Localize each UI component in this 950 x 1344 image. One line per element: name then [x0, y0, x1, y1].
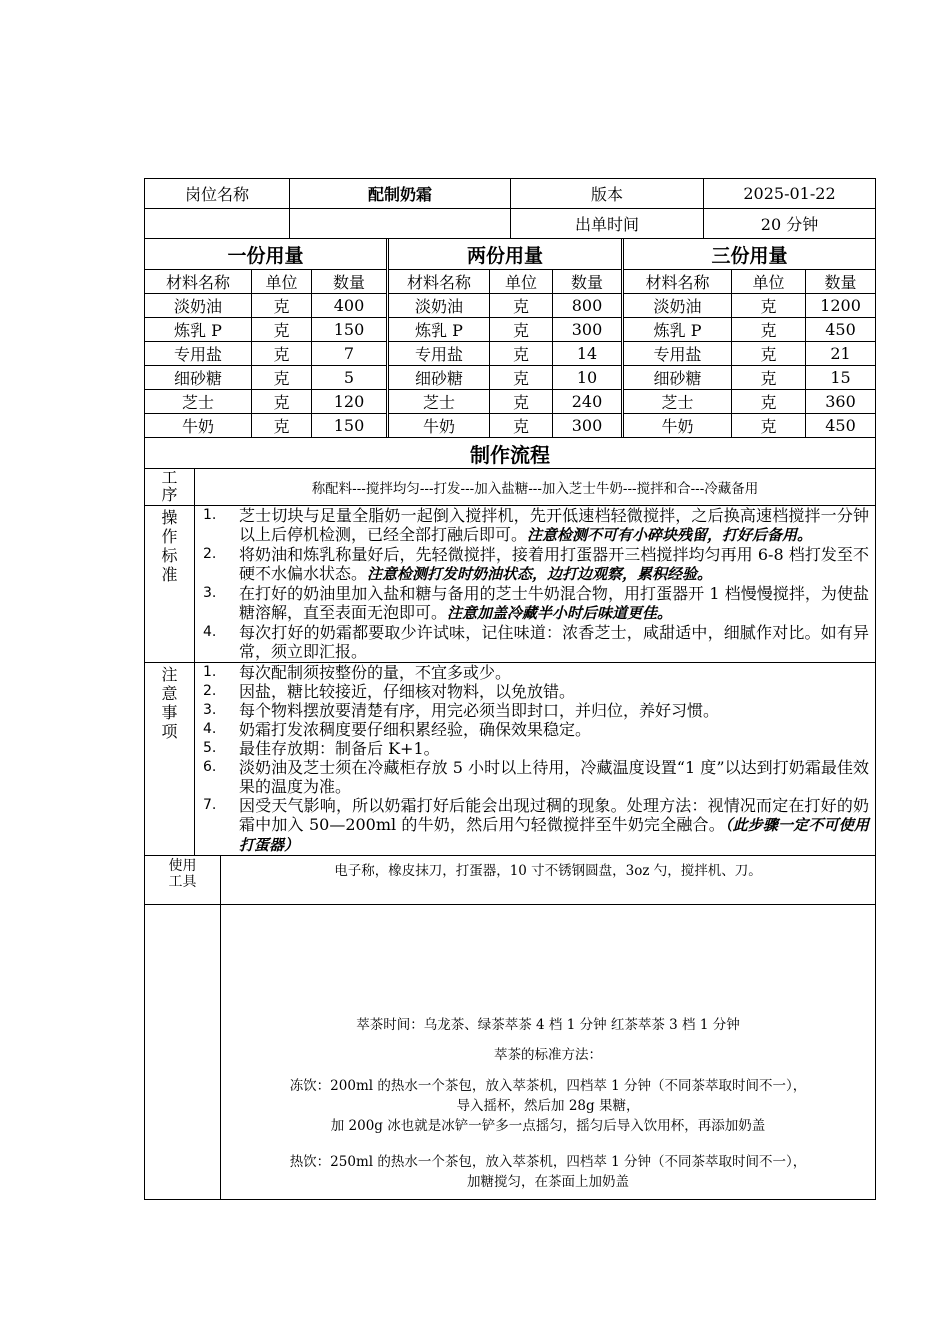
portion-3-heading: 三份用量 [623, 239, 876, 270]
list-item: 2. 将奶油和炼乳称量好后，先轻微搅拌，接着用打蛋器开三档搅拌均匀再用 6-8 档打发至不硬不水偏水状态。注意检测打发时奶油状态，边打边观察，累积经验。 [203, 545, 869, 583]
issue-time-label: 出单时间 [511, 209, 704, 239]
empty-cell [145, 209, 290, 239]
version-value: 2025-01-22 [704, 179, 876, 209]
material-qty: 300 [553, 414, 623, 438]
col-unit: 单位 [732, 270, 806, 294]
material-qty: 300 [553, 318, 623, 342]
table-row [145, 342, 876, 366]
table-row [145, 318, 876, 342]
material-name: 牛奶 [388, 414, 490, 438]
list-item: 1. 每次配制须按整份的量，不宜多或少。 [203, 663, 512, 682]
material-qty: 450 [806, 318, 876, 342]
version-label: 版本 [511, 179, 704, 209]
tea-line: 加 200g 冰也就是冰铲一铲多一点摇匀，摇匀后导入饮用杯，再添加奶盖 [330, 1118, 766, 1134]
material-qty: 240 [553, 390, 623, 414]
material-unit: 克 [490, 342, 553, 366]
list-item: 3. 在打好的奶油里加入盐和糖与备用的芝士牛奶混合物，用打蛋器开 1 档慢慢搅拌，为使盐糖溶解，直至表面无泡即可。注意加盖冷藏半小时后味道更佳。 [203, 584, 869, 622]
material-qty: 1200 [806, 294, 876, 318]
material-qty: 800 [553, 294, 623, 318]
list-item: 1. 芝士切块与足量全脂奶一起倒入搅拌机，先开低速档轻微搅拌，之后换高速档搅拌一分钟以上后停机检测，已经全部打融后即可。注意检测不可有小碎块残留，打好后备用。 [203, 506, 869, 544]
material-unit: 克 [490, 366, 553, 390]
list-item: 3. 每个物料摆放要清楚有序，用完必须当即封口，并归位，养好习惯。 [203, 701, 720, 720]
material-unit: 克 [490, 318, 553, 342]
material-unit: 克 [732, 294, 806, 318]
material-unit: 克 [252, 294, 312, 318]
material-unit: 克 [252, 342, 312, 366]
material-name: 专用盐 [623, 342, 732, 366]
issue-time-value: 20 分钟 [704, 209, 876, 239]
material-name: 芝士 [623, 390, 732, 414]
tea-line: 加糖搅匀，在茶面上加奶盖 [467, 1174, 629, 1190]
material-qty: 14 [553, 342, 623, 366]
material-qty: 450 [806, 414, 876, 438]
material-unit: 克 [490, 294, 553, 318]
material-unit: 克 [252, 414, 312, 438]
table-row [145, 366, 876, 390]
material-qty: 15 [806, 366, 876, 390]
col-material: 材料名称 [145, 270, 252, 294]
material-name: 专用盐 [145, 342, 252, 366]
material-name: 淡奶油 [623, 294, 732, 318]
material-unit: 克 [252, 390, 312, 414]
col-qty: 数量 [806, 270, 876, 294]
table-row [145, 414, 876, 438]
process-label: 工序 [145, 469, 195, 506]
list-item: 4. 奶霜打发浓稠度要仔细积累经验，确保效果稳定。 [203, 720, 592, 739]
material-name: 淡奶油 [388, 294, 490, 318]
material-name: 炼乳 P [623, 318, 732, 342]
empty-cell [145, 905, 221, 1200]
material-qty: 150 [312, 318, 388, 342]
material-unit: 克 [732, 318, 806, 342]
standard-label: 操作标准 [145, 506, 195, 663]
col-material: 材料名称 [388, 270, 490, 294]
material-name: 淡奶油 [145, 294, 252, 318]
list-item: 2. 因盐，糖比较接近，仔细核对物料，以免放错。 [203, 682, 576, 701]
material-qty: 150 [312, 414, 388, 438]
material-qty: 21 [806, 342, 876, 366]
tea-line: 萃茶时间：乌龙茶、绿茶萃茶 4 档 1 分钟 红茶萃茶 3 档 1 分钟 [356, 1017, 740, 1033]
tea-line: 热饮：250ml 的热水一个茶包，放入萃茶机，四档萃 1 分钟（不同茶萃取时间不一）， [289, 1154, 807, 1170]
list-item: 6. 淡奶油及芝士须在冷藏柜存放 5 小时以上待用，冷藏温度设置“1 度”以达到打奶霜最佳效果的温度为准。 [203, 758, 869, 796]
tea-line: 冻饮：200ml 的热水一个茶包，放入萃茶机，四档萃 1 分钟（不同茶萃取时间不一）， [289, 1078, 807, 1094]
material-unit: 克 [490, 390, 553, 414]
portion-1-heading: 一份用量 [145, 239, 388, 270]
material-name: 细砂糖 [145, 366, 252, 390]
material-name: 专用盐 [388, 342, 490, 366]
material-unit: 克 [732, 414, 806, 438]
flow-table [144, 437, 876, 1200]
material-unit: 克 [252, 318, 312, 342]
tea-line: 导入摇杯，然后加 28g 果糖， [456, 1098, 640, 1114]
material-unit: 克 [490, 414, 553, 438]
portion-2-heading: 两份用量 [388, 239, 623, 270]
material-unit: 克 [732, 342, 806, 366]
tools-text: 电子称，橡皮抹刀，打蛋器，10 寸不锈钢圆盘，3oz 勺，搅拌机、刀。 [221, 856, 876, 905]
notes-list [195, 663, 876, 856]
material-unit: 克 [252, 366, 312, 390]
material-name: 细砂糖 [388, 366, 490, 390]
list-item: 7. 因受天气影响，所以奶霜打好后能会出现过稠的现象。处理方法：视情况而定在打好的奶霜中加入 50—200ml 的牛奶，然后用勺轻微搅拌至牛奶完全融合。（此步骤一定不可使用打蛋器） [203, 796, 869, 854]
col-unit: 单位 [490, 270, 553, 294]
page-title: 配制奶霜 [290, 179, 511, 209]
material-name: 牛奶 [623, 414, 732, 438]
material-unit: 克 [732, 390, 806, 414]
tea-line: 萃茶的标准方法： [494, 1047, 602, 1063]
empty-cell [290, 209, 511, 239]
col-material: 材料名称 [623, 270, 732, 294]
list-item: 5. 最佳存放期：制备后 K+1。 [203, 739, 440, 758]
material-unit: 克 [732, 366, 806, 390]
process-text: 称配料---搅拌均匀---打发---加入盐糖---加入芝士牛奶---搅拌和合---冷藏备用 [195, 469, 876, 506]
material-qty: 400 [312, 294, 388, 318]
material-name: 芝士 [145, 390, 252, 414]
flow-title: 制作流程 [145, 438, 876, 469]
recipe-sheet [144, 178, 876, 1200]
tools-label: 使用工具 [145, 856, 221, 905]
standards-list [195, 506, 876, 663]
position-label: 岗位名称 [145, 179, 290, 209]
material-name: 炼乳 P [388, 318, 490, 342]
notes-label: 注意事项 [145, 663, 195, 856]
table-row [145, 390, 876, 414]
col-qty: 数量 [553, 270, 623, 294]
material-qty: 7 [312, 342, 388, 366]
material-qty: 10 [553, 366, 623, 390]
material-name: 炼乳 P [145, 318, 252, 342]
tea-instructions [221, 905, 876, 1200]
quantity-table [144, 238, 876, 438]
material-name: 芝士 [388, 390, 490, 414]
material-name: 细砂糖 [623, 366, 732, 390]
header-table [144, 178, 876, 239]
material-qty: 5 [312, 366, 388, 390]
col-unit: 单位 [252, 270, 312, 294]
material-qty: 360 [806, 390, 876, 414]
material-qty: 120 [312, 390, 388, 414]
table-row [145, 294, 876, 318]
material-name: 牛奶 [145, 414, 252, 438]
col-qty: 数量 [312, 270, 388, 294]
list-item: 4. 每次打好的奶霜都要取少许试味，记住味道：浓香芝士，咸甜适中，细腻作对比。如有异常，须立即汇报。 [203, 623, 869, 661]
